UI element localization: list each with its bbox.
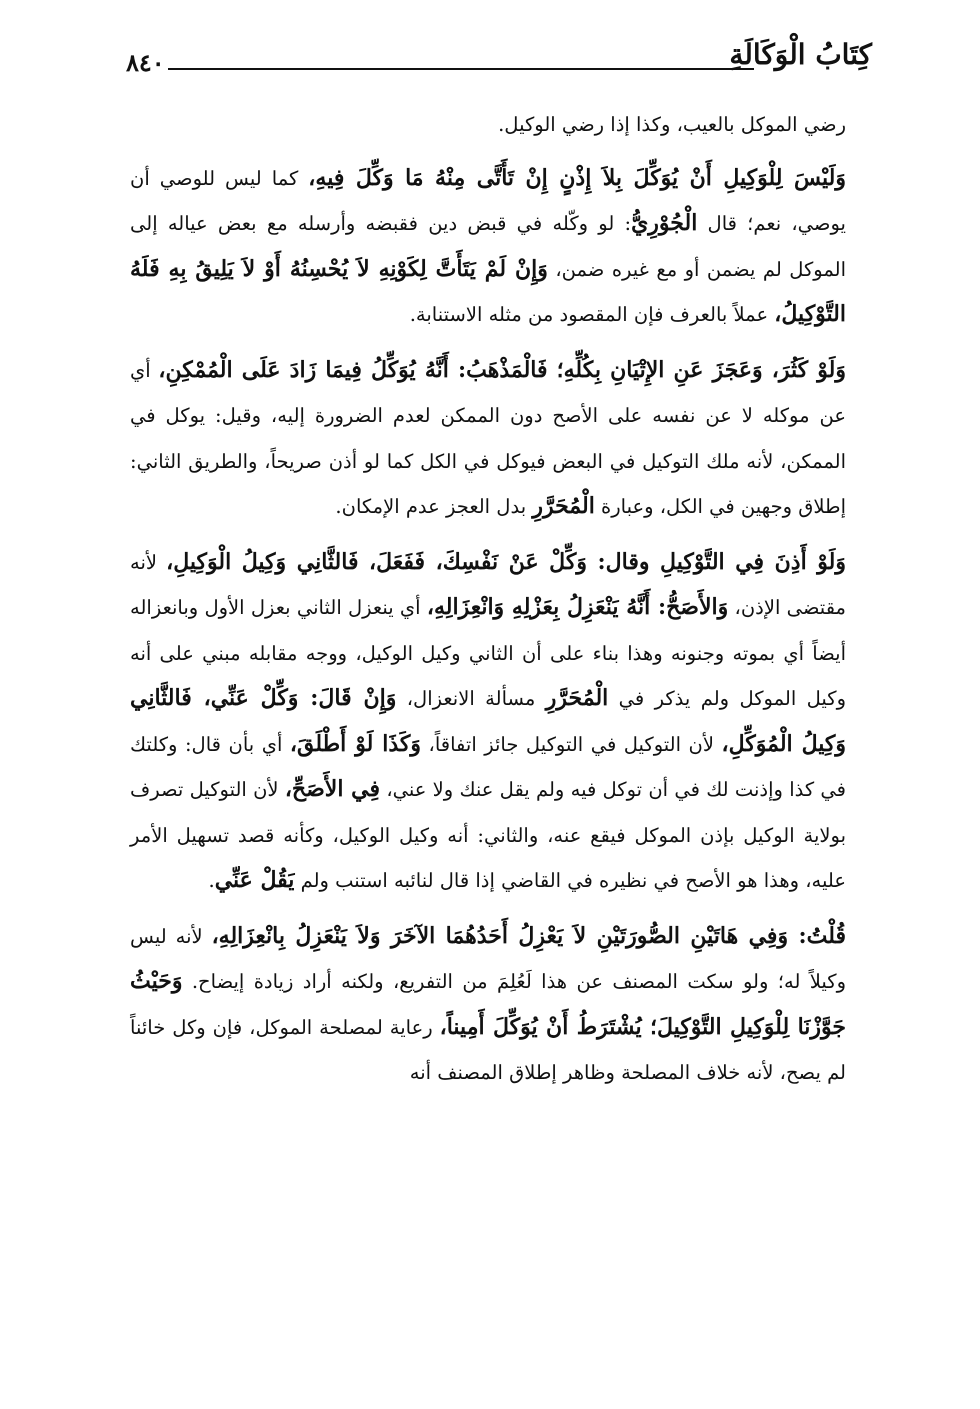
body-text [130,102,846,1106]
paragraph [130,102,846,148]
matn-text: وَلَوْ كَثُرَ، وَعَجَزَ عَنِ الإِتْيَانِ بِكُلِّهِ؛ فَالْمَذْهَبُ: أَنَّهُ يُوَكِّلُ فِيمَا زَادَ عَلَى الْمُمْكِنِ، [158,356,846,383]
commentary-text: أي بأن قال: وكلتك في كذا وإذنت لك في أن توكل فيه ولم يقل عنك ولا عني، [130,732,846,801]
paragraph [130,156,846,338]
matn-text: الْمُحَرَّرِ [532,493,595,519]
commentary-text: رضي الموكل بالعيب، وكذا إذا رضي الوكيل. [498,113,846,136]
matn-text: قُلْتُ: وَفِي هَاتَيْنِ الصُّورَتَيْنِ لاَ يَعْزِلُ أَحَدُهُمَا الآخَرَ وَلاَ يَنْعَزِلُ بِانْعِزَالِهِ، [211,922,846,949]
commentary-text: . [208,869,215,892]
matn-text: وَالأَصَحُّ: أَنَّهُ يَنْعَزِلُ بِعَزْلِهِ وَانْعِزَالِهِ، [426,594,729,620]
commentary-text: لأنه ليس وكيلاً له؛ ولو سكت المصنف عن هذا لَعُلِمَ من التفريع، ولكنه أراد زيادة إيضاح. [130,924,846,993]
matn-text: وَإِنْ لَمْ يَتَأَتَّ لِكَوْنِهِ لاَ يُحْسِنُهُ أَوْ لاَ يَلِيقُ بِهِ فَلَهُ التَّوْكِيلُ، [130,255,846,327]
commentary-text: أي ينعزل الثاني بعزل الأول وبانعزاله أيضاً أي بموته وجنونه وهذا بناء على أن الثاني وكيل الوكيل، ووجه مقابله مبني على أنه وكيل الموكل ولم يذكر في [130,596,846,710]
matn-text: وَإِنْ قَالَ: وَكِّلْ عَنِّي، فَالثَّانِي وَكِيلُ الْمُوَكِّلِ، [130,685,847,757]
paragraph [130,348,846,530]
commentary-text: مسألة الانعزال، [396,687,546,710]
matn-text: يَقُلْ عَنِّي [214,867,295,893]
page-header [120,34,872,77]
running-title: كِتَابُ الْوَكَالَةِ [729,38,872,71]
commentary-text: لأنه مقتضى الإذن، [130,550,847,619]
matn-text: وَحَيْثُ جَوَّزْنَا لِلْوَكِيلِ التَّوْكِيلَ؛ يُشْتَرَطُ أَنْ يُوَكِّلَ أَمِيناً، [130,968,846,1040]
matn-text: الْمُحَرَّرِ [545,685,609,711]
commentary-text: بدل العجز عدم الإمكان. [335,495,533,518]
matn-text: وَلَوْ أَذِنَ فِي التَّوْكِيلِ وقال: وَكِّلْ عَنْ نَفْسِكَ، فَفَعَلَ، فَالثَّانِي وَكِيلُ الْوَكِيلِ، [166,548,846,575]
commentary-text: : لو وكّله في قبض دين فقبضه وأرسله مع بعض عياله إلى الموكل لم يضمن أو مع غيره ضمن، [130,212,846,281]
commentary-text: عملاً بالعرف فإن المقصود من مثله الاستنابة. [409,303,775,326]
commentary-text: لأن التوكيل في التوكيل جائز اتفاقاً، [421,732,722,756]
commentary-text: أي عن موكله لا عن نفسه على الأصح دون الممكن لعدم الضرورة إليه، وقيل: يوكل في الممكن، لأنه ملك التوكيل في البعض فيوكل في الكل كما لو أذن صريحاً، والطريق الثاني: إطلاق وجهين في الكل، وعبارة [130,358,846,518]
commentary-text: كما ليس للوصي أن يوصي، نعم؛ قال [130,166,846,235]
commentary-text: لأن التوكيل تصرف بولاية الوكيل بإذن الموكل فيقع عنه، والثاني: أنه وكيل الوكيل، وكأنه قصد تسهيل الأمر عليه، وهذا هو الأصح في نظيره في القاضي إذا قال لنائبه استنب ولم [130,778,846,892]
header-rule [168,68,754,70]
matn-text: وَكَذَا لَوْ أَطْلَقَ، [289,730,422,757]
paragraph [130,540,846,904]
matn-text: فِي الأَصَحِّ، [284,776,381,802]
paragraph [130,914,846,1096]
matn-text: وَلَيْسَ لِلْوَكِيلِ أَنْ يُوَكِّلَ بِلاَ إِذْنٍ إِنْ تَأَتَّى مِنْهُ مَا وَكِّلَ فِيهِ، [308,164,847,191]
matn-text: الْجُوْرِيُّ [631,210,698,236]
commentary-text: رعاية لمصلحة الموكل، فإن وكل خائناً لم يصح، لأنه خلاف المصلحة وظاهر إطلاق المصنف أنه [130,1015,846,1084]
page-number: ٨٤٠ [126,48,165,77]
